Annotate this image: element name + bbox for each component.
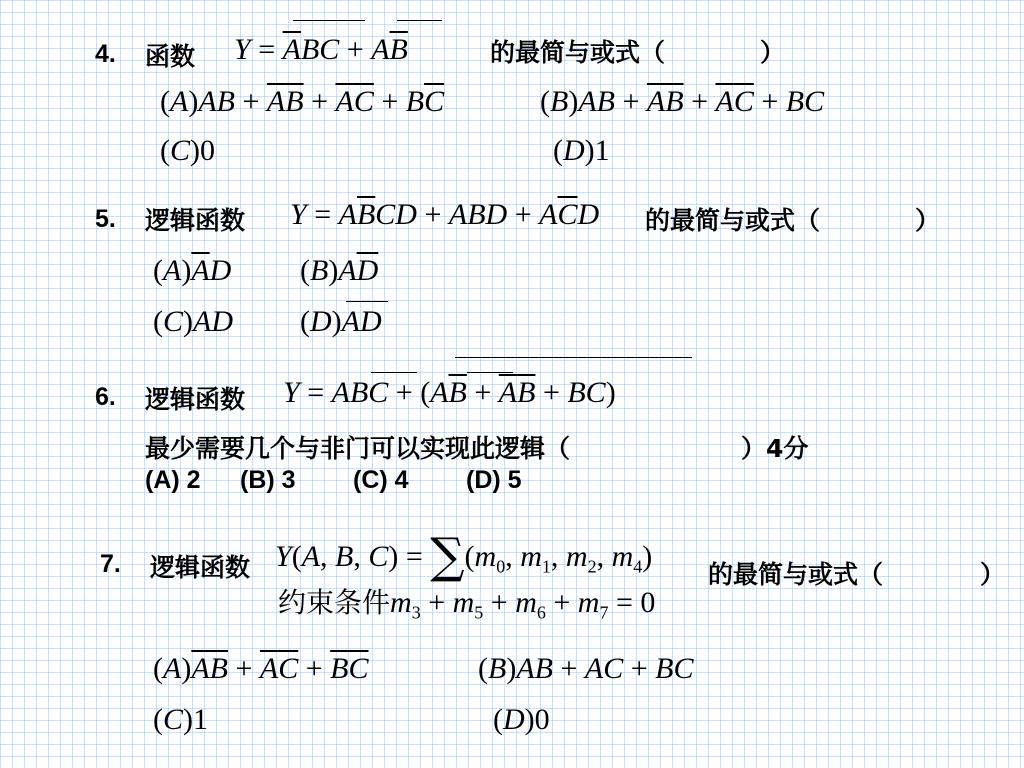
option-a: (A) 2 — [145, 466, 201, 494]
question-number: 5. — [95, 205, 116, 233]
option-c: (C)0 — [160, 134, 216, 167]
question-suffix: 的最简与或式（ — [708, 560, 884, 589]
option-c: (C)AD — [153, 305, 234, 338]
overbar — [467, 372, 513, 373]
overbar — [397, 20, 442, 21]
constraint-equation: 约束条件$m_3 + m_5 + m_6 + m_7 = 0$ — [278, 586, 656, 623]
option-b: (B) 3 — [240, 466, 296, 494]
option-c-value: 0 — [200, 134, 216, 167]
option-d: (D)1 — [553, 134, 610, 167]
option-d: (D) 5 — [466, 466, 522, 494]
overbar — [371, 372, 417, 373]
equation: $Y = \overline{A}BC + A\overline{B}$ — [234, 33, 408, 66]
option-d-value: 1 — [594, 134, 610, 167]
question-lead: 逻辑函数 — [145, 385, 246, 414]
overbar — [455, 357, 692, 358]
question-number: 7. — [100, 550, 121, 578]
option-d: (D)0 — [493, 703, 550, 736]
question-number: 6. — [95, 383, 116, 411]
option-b: $(B)AB + \overline{A}\overline{B} + \overline{A}\overline{C}$ + BC — [540, 85, 825, 118]
equation: $Y = A\overline{B}CD$ + ABD + $A\overline{C}D$ — [290, 198, 600, 231]
option-b: $(B)A\overline{D}$ — [300, 254, 379, 287]
question-suffix: 的最简与或式（ — [490, 38, 666, 67]
question-lead: 逻辑函数 — [150, 553, 251, 582]
option-a: $(A)\overline{A}D$ — [153, 254, 232, 287]
sum-symbol: ∑ — [430, 528, 465, 584]
option-a: $(A)AB + \overline{A}\overline{B} + \overline{A}\overline{C} + B\overline{C}$ — [160, 85, 445, 118]
answer-blank-close: ） — [760, 38, 786, 67]
option-c: (C)1 — [153, 703, 209, 736]
overbar — [346, 301, 388, 302]
question-suffix: 的最简与或式（ — [645, 206, 821, 235]
option-d-value: 0 — [534, 703, 550, 736]
answer-blank-close: ） — [915, 206, 941, 235]
question-prompt: 最少需要几个与非门可以实现此逻辑（ — [145, 434, 571, 463]
option-a: $(A)\overline{A}\overline{B} + \overline{A}\overline{C} + \overline{B}\overline{C}$ — [153, 652, 369, 685]
constraint-label: 约束条件 — [278, 586, 391, 619]
equation: Y(A, B, $C) = \sum(m_0$, $m_1$, $m_2$, $m_4$) — [275, 528, 653, 584]
option-b: (B)AB + AC + BC — [478, 652, 694, 685]
question-lead: 逻辑函数 — [145, 206, 246, 235]
equation: Y = ABC + $(A\overline{B} + \overline{A}\overline{B} + BC)$ — [283, 376, 616, 409]
answer-blank-close: ） — [980, 560, 1006, 589]
option-c: (C) 4 — [353, 466, 409, 494]
question-number: 4. — [95, 40, 116, 68]
question-prompt-tail: ）4分 — [741, 434, 809, 463]
question-lead: 函数 — [145, 42, 196, 71]
option-c-value: 1 — [193, 703, 209, 736]
overbar — [293, 20, 365, 21]
option-d: (D)AD — [300, 305, 382, 338]
